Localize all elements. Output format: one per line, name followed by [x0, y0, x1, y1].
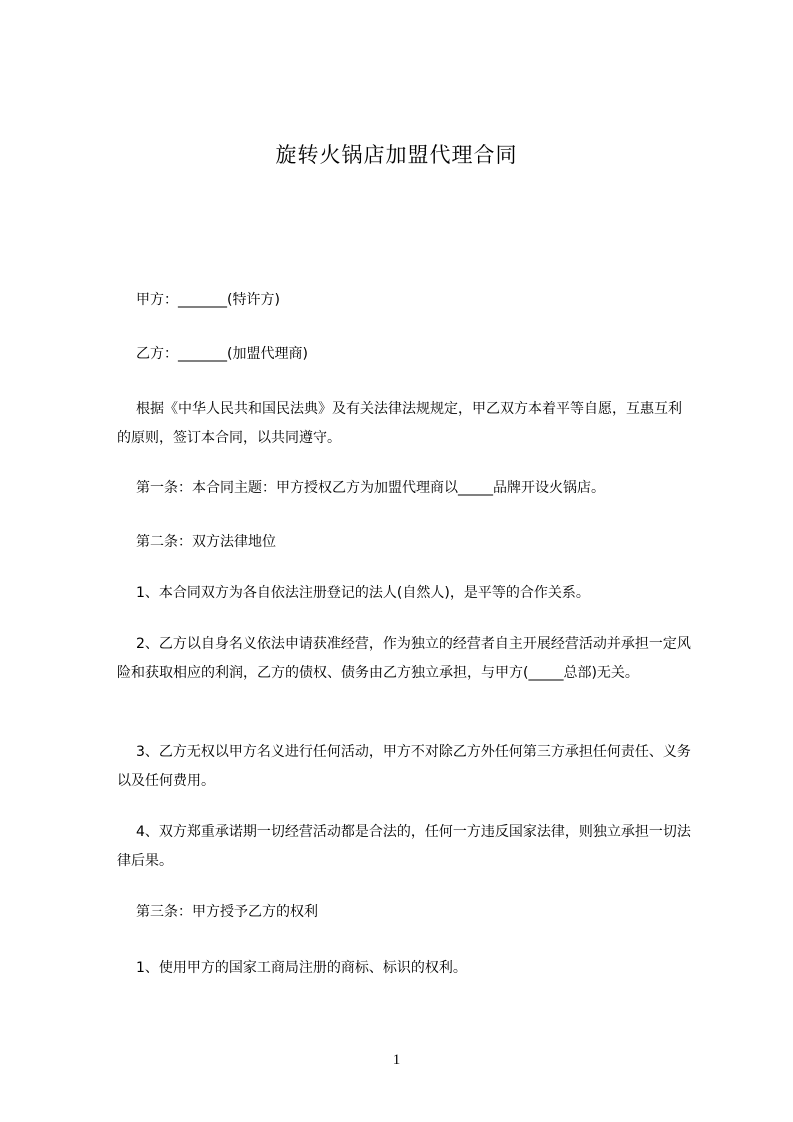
article-2-item-1: 1、本合同双方为各自依法注册登记的法人(自然人)，是平等的合作关系。 — [136, 585, 590, 601]
preamble-paragraph: 根据《中华人民共和国民法典》及有关法律法规规定，甲乙双方本着平等自愿，互惠互利的原则，签订本合同，以共同遵守。 — [117, 401, 682, 446]
party-b-line: 乙方：_______(加盟代理商) — [136, 346, 308, 362]
article-2-item-2: 2、乙方以自身名义依法申请获准经营，作为独立的经营者自主开展经营活动并承担一定风险和获取相应的利润，乙方的债权、债务由乙方独立承担，与甲方(_____总部)无关。 — [117, 636, 691, 681]
article-2-item-4: 4、双方郑重承诺期一切经营活动都是合法的，任何一方违反国家法律，则独立承担一切法律后果。 — [117, 824, 691, 869]
article-2-heading: 第二条：双方法律地位 — [136, 534, 276, 550]
party-a-line: 甲方：_______(特许方) — [136, 292, 280, 308]
document-title: 旋转火锅店加盟代理合同 — [275, 143, 518, 167]
page-number: 1 — [392, 1052, 401, 1068]
article-2-item-3: 3、乙方无权以甲方名义进行任何活动，甲方不对除乙方外任何第三方承担任何责任、义务以及任何费用。 — [117, 744, 691, 789]
article-3-item-1: 1、使用甲方的国家工商局注册的商标、标识的权利。 — [136, 960, 467, 976]
article-1: 第一条：本合同主题：甲方授权乙方为加盟代理商以_____品牌开设火锅店。 — [136, 480, 605, 496]
article-3-heading: 第三条：甲方授予乙方的权利 — [136, 904, 318, 920]
